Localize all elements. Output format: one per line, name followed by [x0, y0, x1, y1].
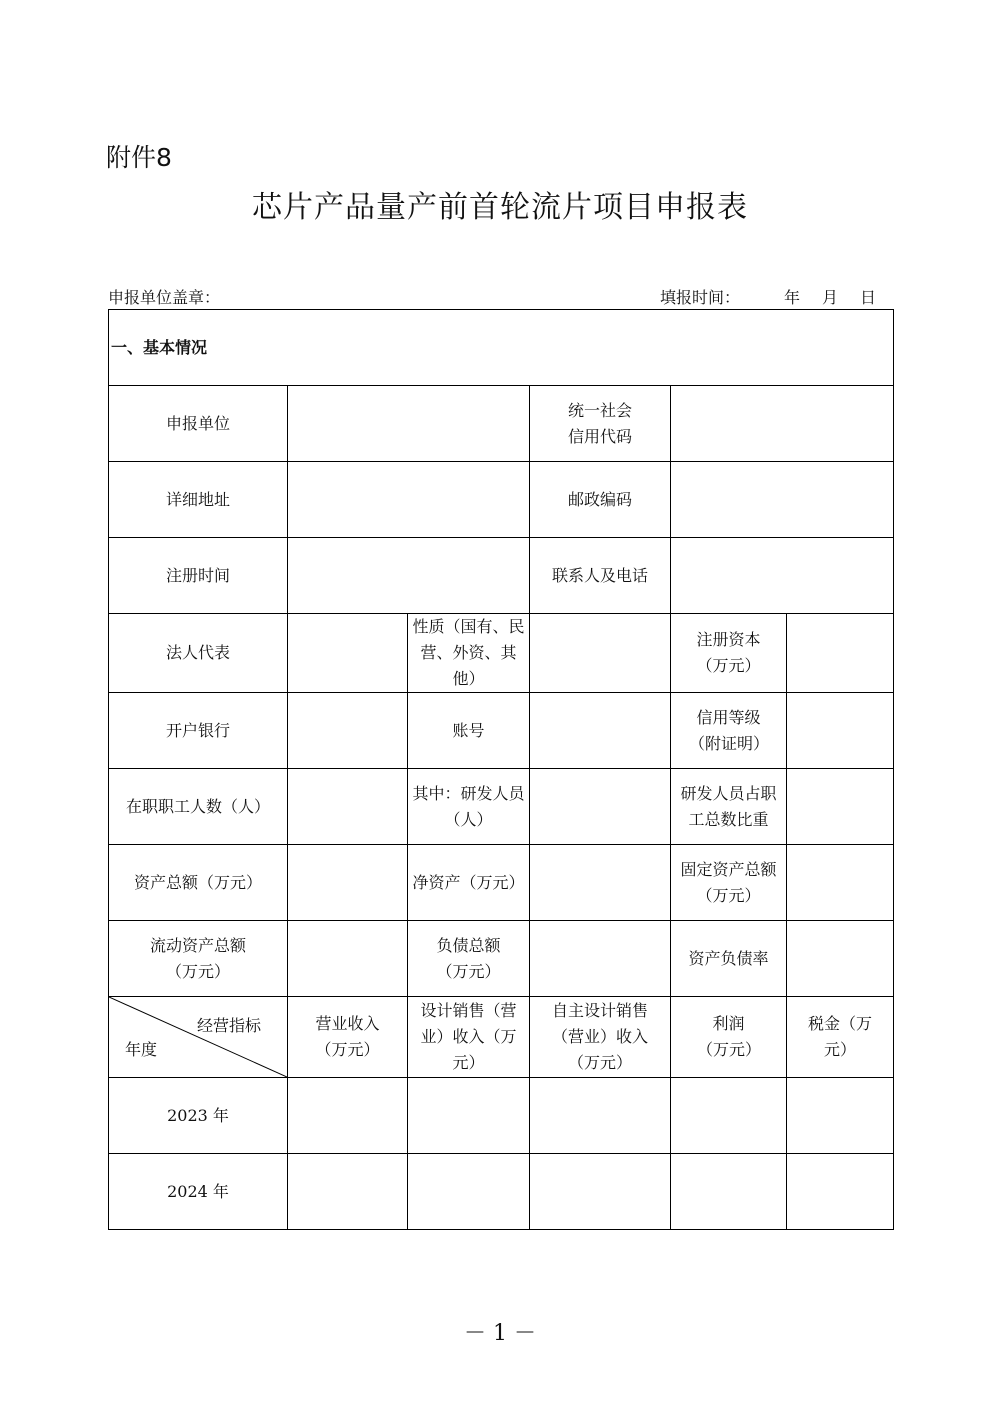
field-total-assets[interactable] [288, 845, 408, 921]
application-form-table [108, 309, 894, 1230]
label-postal-code: 邮政编码 [530, 462, 671, 538]
label-account: 账号 [408, 693, 530, 769]
field-self-design-sales-2024[interactable] [530, 1154, 671, 1230]
field-profit-2024[interactable] [671, 1154, 787, 1230]
applicant-seal-label: 申报单位盖章： [108, 288, 221, 307]
label-rd-staff: 其中：研发人员（人） [408, 769, 530, 845]
field-applicant[interactable] [288, 386, 530, 462]
label-total-assets: 资产总额（万元） [109, 845, 288, 921]
field-design-sales-2023[interactable] [408, 1078, 530, 1154]
label-fixed-assets: 固定资产总额（万元） [671, 845, 787, 921]
label-debt-ratio: 资产负债率 [671, 921, 787, 997]
field-account[interactable] [530, 693, 671, 769]
fill-time-label: 填报时间： [660, 288, 741, 307]
field-fixed-assets[interactable] [787, 845, 894, 921]
label-address: 详细地址 [109, 462, 288, 538]
field-current-assets[interactable] [288, 921, 408, 997]
year-row-label: 2023 年 [109, 1078, 288, 1154]
label-legal-rep: 法人代表 [109, 614, 288, 693]
header-self-design-sales: 自主设计销售（营业）收入（万元） [530, 997, 671, 1078]
field-tax-2023[interactable] [787, 1078, 894, 1154]
label-rd-ratio: 研发人员占职工总数比重 [671, 769, 787, 845]
header-revenue: 营业收入（万元） [288, 997, 408, 1078]
field-revenue-2023[interactable] [288, 1078, 408, 1154]
label-credit-code: 统一社会信用代码 [530, 386, 671, 462]
field-liabilities[interactable] [530, 921, 671, 997]
label-reg-capital: 注册资本（万元） [671, 614, 787, 693]
field-debt-ratio[interactable] [787, 921, 894, 997]
header-profit: 利润（万元） [671, 997, 787, 1078]
field-reg-time[interactable] [288, 538, 530, 614]
label-credit-grade: 信用等级（附证明） [671, 693, 787, 769]
label-nature: 性质（国有、民营、外资、其他） [408, 614, 530, 693]
attachment-label: 附件8 [106, 143, 172, 172]
field-nature[interactable] [530, 614, 671, 693]
day-label: 日 [860, 288, 877, 307]
section-basic-info: 一、基本情况 [109, 310, 894, 386]
field-legal-rep[interactable] [288, 614, 408, 693]
field-reg-capital[interactable] [787, 614, 894, 693]
field-revenue-2024[interactable] [288, 1154, 408, 1230]
field-net-assets[interactable] [530, 845, 671, 921]
label-applicant: 申报单位 [109, 386, 288, 462]
field-design-sales-2024[interactable] [408, 1154, 530, 1230]
header-year: 年度 [125, 1040, 158, 1059]
label-current-assets: 流动资产总额（万元） [109, 921, 288, 997]
label-reg-time: 注册时间 [109, 538, 288, 614]
page-number: － 1 － [464, 1321, 536, 1346]
header-tax: 税金（万元） [787, 997, 894, 1078]
field-self-design-sales-2023[interactable] [530, 1078, 671, 1154]
field-staff[interactable] [288, 769, 408, 845]
form-title: 芯片产品量产前首轮流片项目申报表 [252, 190, 748, 225]
month-label: 月 [822, 288, 839, 307]
label-staff: 在职职工人数（人） [109, 769, 288, 845]
label-bank: 开户银行 [109, 693, 288, 769]
label-contact: 联系人及电话 [530, 538, 671, 614]
field-postal-code[interactable] [671, 462, 894, 538]
header-diagonal-cell [109, 997, 288, 1078]
field-credit-grade[interactable] [787, 693, 894, 769]
field-tax-2024[interactable] [787, 1154, 894, 1230]
field-contact[interactable] [671, 538, 894, 614]
label-net-assets: 净资产（万元） [408, 845, 530, 921]
field-credit-code[interactable] [671, 386, 894, 462]
field-rd-ratio[interactable] [787, 769, 894, 845]
field-rd-staff[interactable] [530, 769, 671, 845]
field-address[interactable] [288, 462, 530, 538]
field-bank[interactable] [288, 693, 408, 769]
label-liabilities: 负债总额（万元） [408, 921, 530, 997]
header-indicator: 经营指标 [196, 1016, 261, 1035]
year-label: 年 [784, 288, 801, 307]
field-profit-2023[interactable] [671, 1078, 787, 1154]
header-design-sales: 设计销售（营业）收入（万元） [408, 997, 530, 1078]
fill-time [660, 285, 876, 308]
year-row-label: 2024 年 [109, 1154, 288, 1230]
